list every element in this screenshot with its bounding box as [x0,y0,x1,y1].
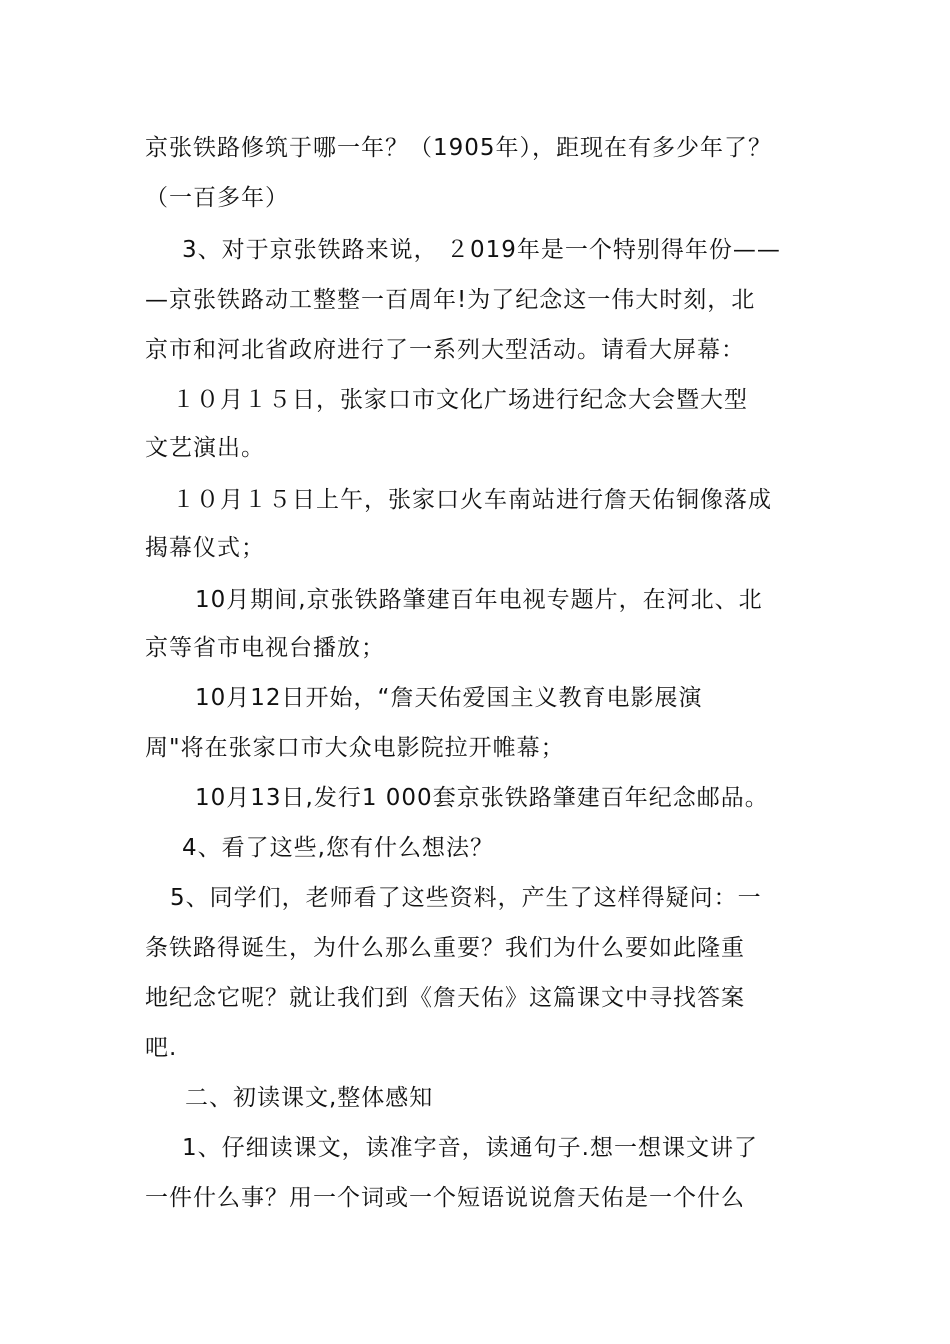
text-line: 10月13日,发行1 000套京张铁路肇建百年纪念邮品。 [195,785,769,811]
text-line: 京等省市电视台播放； [145,635,385,661]
text-line: 周"将在张家口市大众电影院拉开帷幕； [145,735,565,761]
text-line: 揭幕仪式； [145,535,265,561]
text-line: １０月１５日，张家口市文化广场进行纪念大会暨大型 [172,387,748,413]
section-heading: 二、初读课文,整体感知 [185,1085,434,1111]
text-line: 地纪念它呢？就让我们到《詹天佑》这篇课文中寻找答案 [145,985,745,1011]
text-line: 5、同学们，老师看了这些资料，产生了这样得疑问：一 [170,885,762,911]
text-line: 3、对于京张铁路来说， ２019年是一个特别得年份—— [182,237,781,263]
text-line: 京张铁路修筑于哪一年？（1905年），距现在有多少年了？ [145,135,773,161]
text-line: １０月１５日上午，张家口火车南站进行詹天佑铜像落成 [172,487,772,513]
text-line: （一百多年） [145,185,289,211]
text-line: 条铁路得诞生，为什么那么重要？我们为什么要如此隆重 [145,935,745,961]
text-line: —京张铁路动工整整一百周年!为了纪念这一伟大时刻，北 [145,287,756,313]
text-line: 京市和河北省政府进行了一系列大型活动。请看大屏幕： [145,337,745,363]
text-line: 一件什么事？用一个词或一个短语说说詹天佑是一个什么 [145,1185,745,1211]
text-line: 文艺演出。 [145,435,265,461]
text-line: 4、看了这些,您有什么想法？ [182,835,494,861]
text-line: 吧. [145,1035,178,1061]
text-line: 1、仔细读课文，读准字音，读通句子.想一想课文讲了 [182,1135,758,1161]
text-line: 10月12日开始，“詹天佑爱国主义教育电影展演 [195,685,703,711]
text-line: 10月期间,京张铁路肇建百年电视专题片，在河北、北 [195,587,763,613]
